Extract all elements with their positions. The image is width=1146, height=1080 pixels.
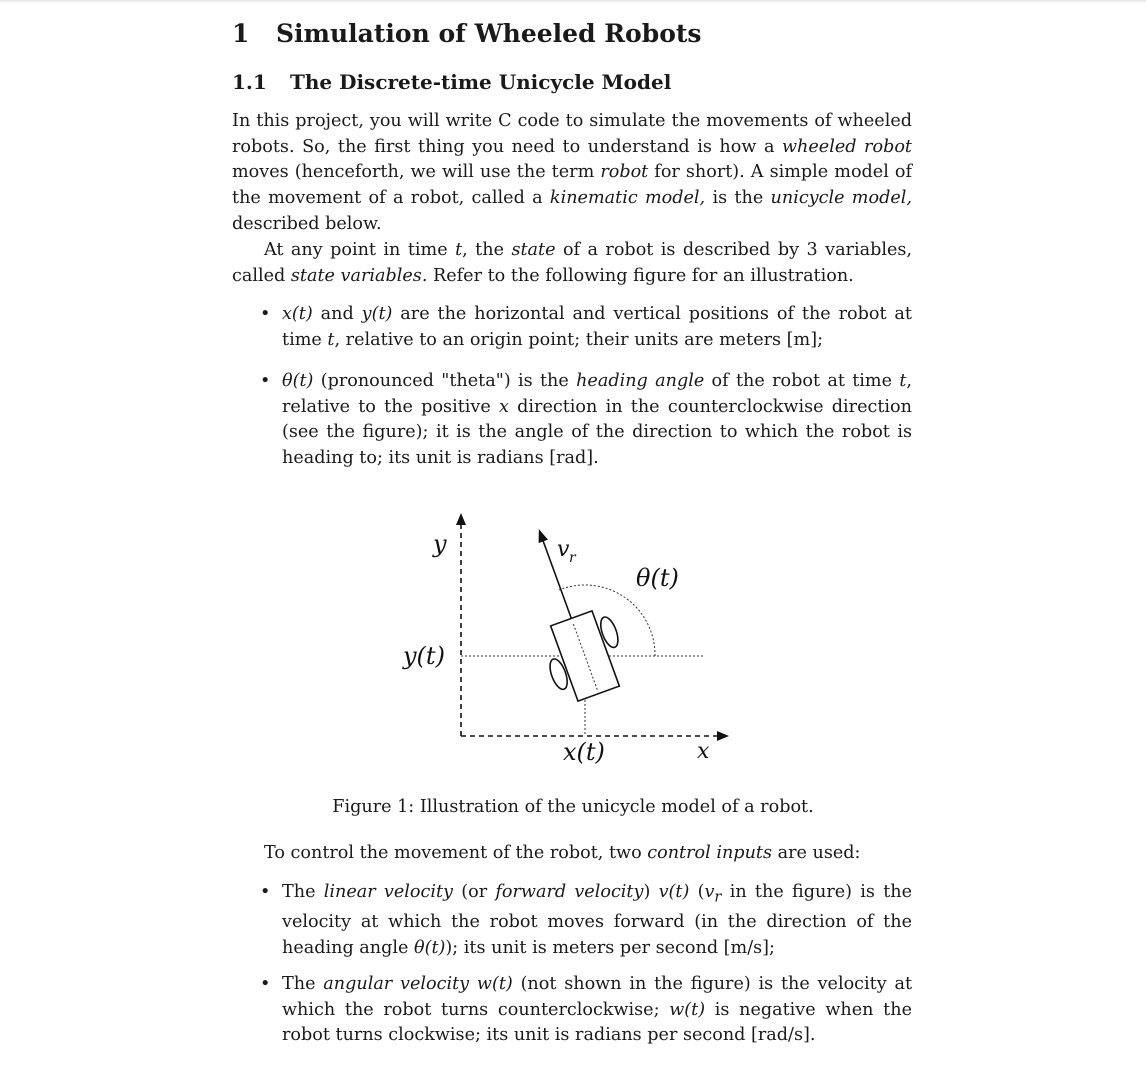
bullet-icon: • <box>260 974 271 994</box>
y-axis-arrowhead <box>456 513 466 525</box>
list-item-text: θ(t) (pronounced "theta") is the heading angle of the robot at time t, relative to the positive x direction in the counterclockwise direction (see the figure); it is the angle of the direction to which the robot is heading to; its unit is radians [rad]. <box>282 371 912 469</box>
unicycle-figure <box>401 504 741 770</box>
viewer-top-edge <box>0 0 1146 3</box>
subsection-number: 1.1 <box>232 70 267 94</box>
state-paragraph: At any point in time t, the state of a robot is described by 3 variables, called state variables. Refer to the following figure for an illustration. <box>232 240 913 286</box>
y-value-label: y(t) <box>403 642 445 670</box>
figure-caption: Figure 1: Illustration of the unicycle model of a robot. <box>332 797 814 817</box>
x-axis-arrowhead <box>717 731 729 741</box>
intro-paragraph: In this project, you will write C code to simulate the movements of wheeled robots. So, the first thing you need to understand is how a wheeled robot moves (henceforth, we will use the term robot for short). A simple model of the movement of a robot, called a kinematic model, is the unicycle model, described below. <box>232 111 912 234</box>
velocity-label: v <box>557 537 570 562</box>
section-heading <box>232 19 702 48</box>
velocity-subscript: r <box>569 550 576 566</box>
subsection-heading <box>232 70 671 94</box>
list-item-text: The angular velocity w(t) (not shown in the figure) is the velocity at which the robot turns counterclockwise; w(t) is negative when the robot turns clockwise; its unit is radians per second [rad/s]. <box>282 974 913 1046</box>
section-title: Simulation of Wheeled Robots <box>276 19 702 48</box>
x-value-label: x(t) <box>563 738 605 766</box>
angle-label: θ(t) <box>636 564 679 592</box>
velocity-arrowhead <box>534 527 548 543</box>
subsection-title: The Discrete-time Unicycle Model <box>290 70 672 94</box>
list-item-text: x(t) and y(t) are the horizontal and vertical positions of the robot at time t, relative to an origin point; their units are meters [m]; <box>282 304 912 350</box>
y-axis-label: y <box>433 530 447 558</box>
bullet-icon: • <box>260 371 271 391</box>
section-number: 1 <box>232 19 250 48</box>
list-item-text: The linear velocity (or forward velocity) v(t) ($v_r$ in the figure) is the velocity at which the robot moves forward (in the direction of the heading angle θ(t)); its unit is meters per second [m/s]; <box>282 882 913 958</box>
x-axis-label: x <box>697 739 710 764</box>
bullet-icon: • <box>260 882 271 902</box>
bullet-icon: • <box>260 304 271 324</box>
unicycle-diagram <box>401 504 741 770</box>
control-intro-paragraph: To control the movement of the robot, two control inputs are used: <box>264 843 861 863</box>
